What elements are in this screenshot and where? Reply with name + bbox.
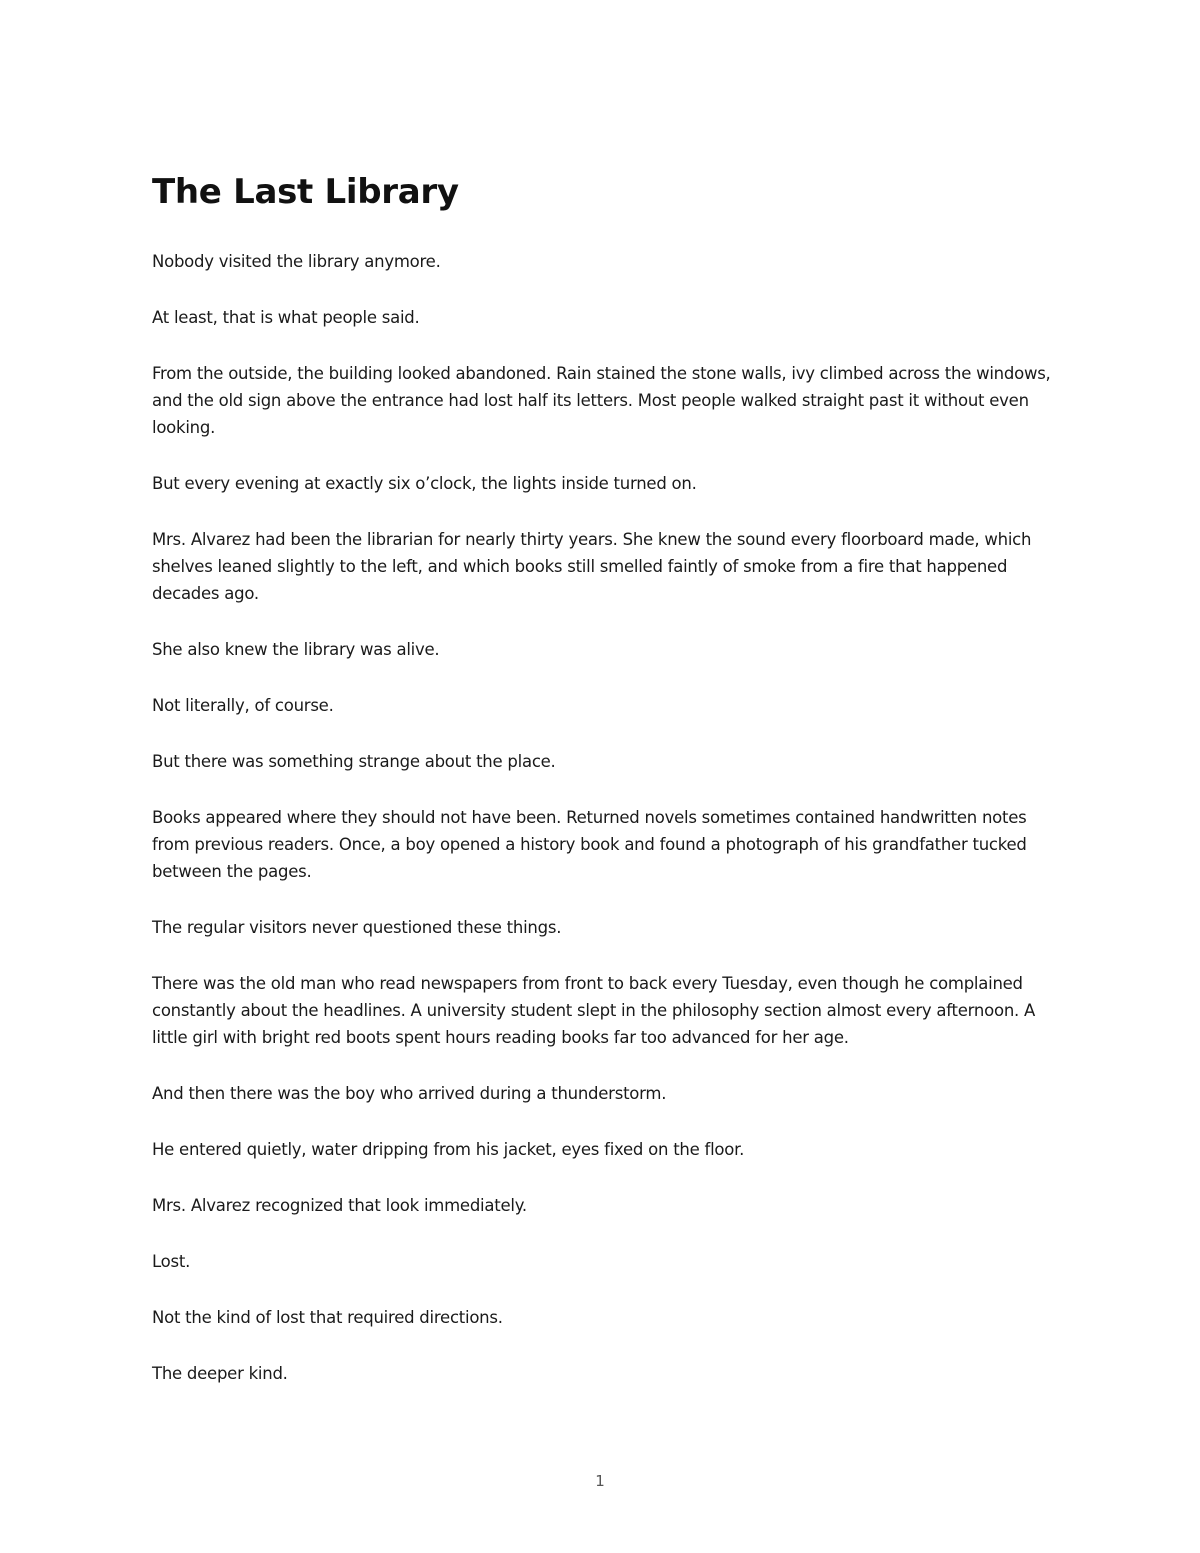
paragraph: He entered quietly, water dripping from his jacket, eyes fixed on the floor.	[152, 1140, 745, 1159]
document-title: The Last Library	[152, 172, 459, 212]
paragraph: Mrs. Alvarez recognized that look immediately.	[152, 1196, 527, 1215]
paragraph: From the outside, the building looked abandoned. Rain stained the stone walls, ivy climbed across the windows, and the old sign above the entrance had lost half its letters. Most people walked straight past it without even looking.	[152, 364, 1051, 437]
paragraph: Nobody visited the library anymore.	[152, 252, 441, 271]
paragraph: But every evening at exactly six o’clock, the lights inside turned on.	[152, 474, 697, 493]
paragraph: And then there was the boy who arrived during a thunderstorm.	[152, 1084, 667, 1103]
paragraph: The deeper kind.	[152, 1364, 288, 1383]
page-number: 1	[595, 1472, 605, 1490]
paragraph: Mrs. Alvarez had been the librarian for nearly thirty years. She knew the sound every floorboard made, which shelves leaned slightly to the left, and which books still smelled faintly of smoke from a fire that happened decades ago.	[152, 530, 1032, 603]
paragraph: There was the old man who read newspapers from front to back every Tuesday, even though he complained constantly about the headlines. A university student slept in the philosophy section almost every afternoon. A little girl with bright red boots spent hours reading books far too advanced for her age.	[152, 974, 1036, 1047]
document-body	[152, 170, 1052, 1416]
paragraph: Not the kind of lost that required directions.	[152, 1308, 503, 1327]
paragraph: Lost.	[152, 1252, 191, 1271]
paragraph: But there was something strange about the place.	[152, 752, 556, 771]
paragraph: The regular visitors never questioned these things.	[152, 918, 562, 937]
paragraph: At least, that is what people said.	[152, 308, 420, 327]
paragraph: Books appeared where they should not have been. Returned novels sometimes contained handwritten notes from previous readers. Once, a boy opened a history book and found a photograph of his grandfather tucked between the pages.	[152, 808, 1027, 881]
paragraph: Not literally, of course.	[152, 696, 334, 715]
paragraph: She also knew the library was alive.	[152, 640, 440, 659]
